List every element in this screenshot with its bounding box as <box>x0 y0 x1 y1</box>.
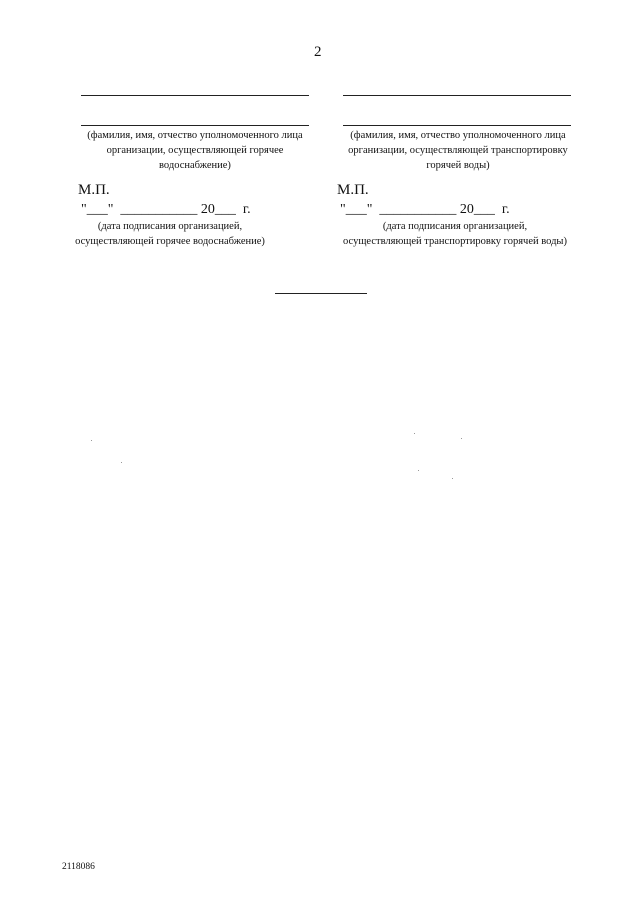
right-stamp-place-label: М.П. <box>337 182 369 198</box>
scan-speck <box>461 438 462 439</box>
right-signature-line-2 <box>343 125 571 126</box>
caption-line: организации, осуществляющей транспортировку <box>348 145 568 156</box>
left-signature-line-1 <box>81 95 309 96</box>
end-separator-line <box>275 293 367 294</box>
left-stamp-place-label: М.П. <box>78 182 110 198</box>
scan-speck <box>91 440 92 441</box>
left-signatory-caption <box>70 128 320 173</box>
right-signature-line-1 <box>343 95 571 96</box>
page-number: 2 <box>314 44 322 60</box>
scan-speck <box>418 470 419 471</box>
caption-line: горячей воды) <box>426 160 490 171</box>
caption-line: осуществляющей транспортировку горячей воды) <box>343 236 567 247</box>
caption-line: (дата подписания организацией, <box>97 221 243 232</box>
document-id: 2118086 <box>62 862 95 872</box>
left-date-line: "___" ___________ 20___ г. <box>81 202 251 217</box>
right-signatory-caption <box>333 128 583 173</box>
left-signature-line-2 <box>81 125 309 126</box>
caption-line: осуществляющей горячее водоснабжение) <box>75 236 265 247</box>
right-date-caption <box>325 219 585 249</box>
scan-speck <box>121 462 122 463</box>
caption-line: (дата подписания организацией, <box>382 221 528 232</box>
caption-line: водоснабжение) <box>159 160 231 171</box>
right-date-line: "___" ___________ 20___ г. <box>340 202 510 217</box>
left-date-caption <box>55 219 285 249</box>
scan-speck <box>452 478 453 479</box>
scan-speck <box>414 433 415 434</box>
caption-line: организации, осуществляющей горячее <box>106 145 284 156</box>
caption-line: (фамилия, имя, отчество уполномоченного лица <box>350 130 566 141</box>
caption-line: (фамилия, имя, отчество уполномоченного лица <box>87 130 303 141</box>
